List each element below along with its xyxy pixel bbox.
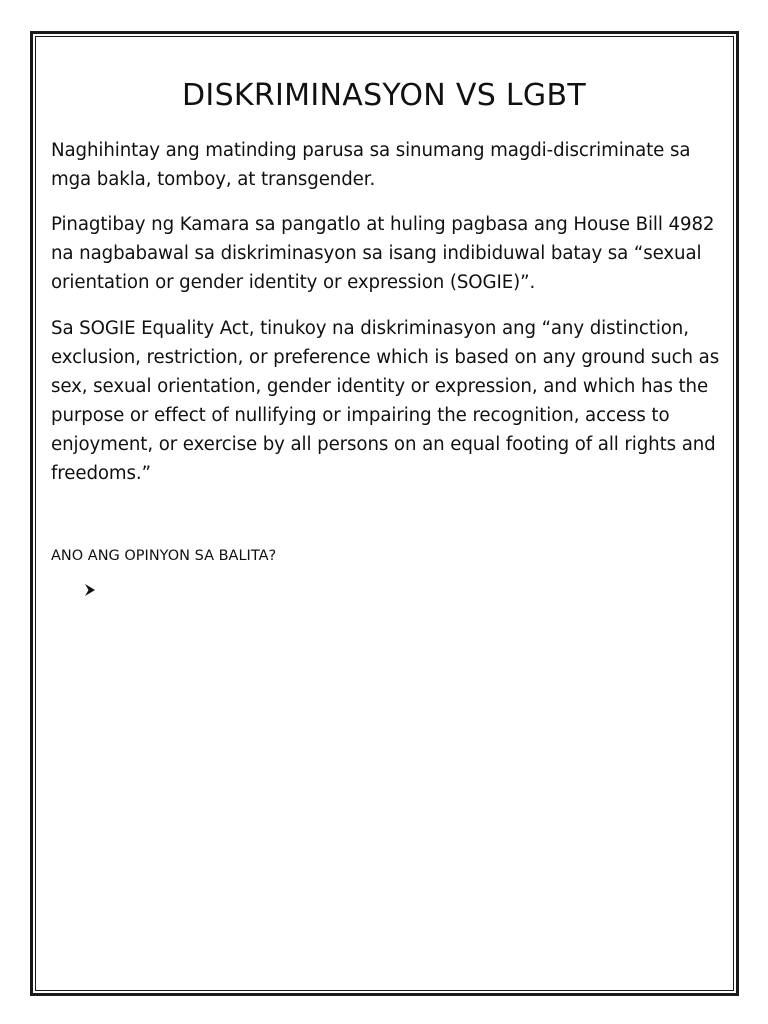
paragraph-3: Sa SOGIE Equality Act, tinukoy na diskriminasyon ang “any distinction, exclusion, restriction, or preference which is based on any ground such as sex, sexual orientation, gender identity or expression, and which has the purpose or effect of nullifying or impairing the recognition, access to enjoyment, or exercise by all persons on an equal footing of all rights and freedoms.” — [51, 318, 720, 484]
opinion-question: ANO ANG OPINYON SA BALITA? — [51, 548, 277, 564]
page-title: DISKRIMINASYON VS LGBT — [182, 78, 586, 113]
arrowhead-bullet-icon — [84, 582, 96, 596]
paragraph-2: Pinagtibay ng Kamara sa pangatlo at huling pagbasa ang House Bill 4982 na nagbabawal sa diskriminasyon sa isang indibiduwal batay sa “sexual orientation or gender identity or expression (SOGIE)”. — [51, 214, 715, 293]
paragraph-1: Naghihintay ang matinding parusa sa sinumang magdi-discriminate sa mga bakla, tomboy, at transgender. — [51, 140, 691, 190]
